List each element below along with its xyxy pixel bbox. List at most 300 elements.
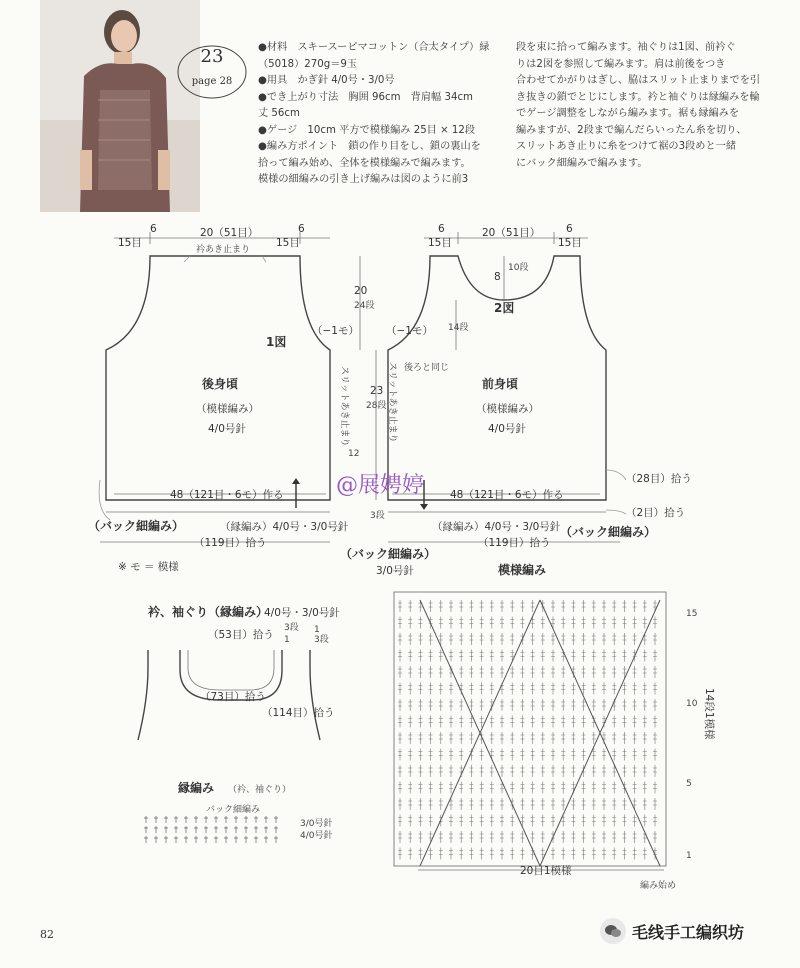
pattern-number: 23 xyxy=(200,46,224,67)
front-pick-28: （28目）拾う xyxy=(626,473,692,485)
chart-stitch xyxy=(418,633,422,645)
chart-stitch xyxy=(561,617,565,629)
center-armhole-rows: 24段 xyxy=(354,301,375,311)
spec-line: にバック細編みで編みます。 xyxy=(516,157,648,169)
chart-row-10: 10 xyxy=(686,699,698,709)
chart-stitch xyxy=(653,699,657,711)
chart-stitch xyxy=(612,732,616,744)
spec-line: ●ゲージ 10cm 平方で模様編み 25目 × 12段 xyxy=(258,124,476,136)
edging-stitch xyxy=(254,836,258,843)
chart-stitch xyxy=(622,699,626,711)
chart-stitch xyxy=(571,716,575,728)
chart-stitch xyxy=(459,600,463,612)
chart-stitch xyxy=(622,815,626,827)
chart-stitch xyxy=(531,633,535,645)
edging-stitch xyxy=(154,836,158,843)
chart-stitch xyxy=(592,650,596,662)
chart-stitch xyxy=(398,765,402,777)
edging-stitch xyxy=(214,816,218,823)
chart-stitch xyxy=(500,650,504,662)
front-top-left-st: 15目 xyxy=(428,237,452,249)
chart-stitch xyxy=(408,699,412,711)
chart-stitch xyxy=(592,683,596,695)
chart-stitch xyxy=(449,782,453,794)
chart-stitch xyxy=(429,749,433,761)
chart-stitch xyxy=(500,848,504,860)
chart-stitch xyxy=(571,831,575,843)
chart-stitch xyxy=(490,666,494,678)
chart-stitch xyxy=(551,666,555,678)
chart-stitch xyxy=(398,683,402,695)
chart-stitch xyxy=(612,617,616,629)
chart-stitch xyxy=(520,765,524,777)
brand-logo xyxy=(600,918,744,944)
chart-stitch xyxy=(622,831,626,843)
chart-row-1: 1 xyxy=(686,851,692,861)
spec-line: 編みますが、2段まで編んだらいったん糸を切り、 xyxy=(516,124,747,136)
back-dec-note: （−1モ） xyxy=(312,325,359,337)
chart-stitch xyxy=(643,666,647,678)
chart-stitch xyxy=(520,699,524,711)
chart-stitch xyxy=(633,600,637,612)
collar-rows-left: 3段 xyxy=(284,623,299,633)
edging-stitch xyxy=(194,816,198,823)
chart-row-15: 15 xyxy=(686,609,698,619)
chart-stitch xyxy=(439,831,443,843)
chart-stitch xyxy=(449,633,453,645)
chart-stitch xyxy=(469,600,473,612)
back-cast-on: 48（121目・6モ）作る xyxy=(170,489,284,501)
chart-stitch xyxy=(439,600,443,612)
collar-pick-53: （53目）拾う xyxy=(208,629,274,641)
chart-stitch xyxy=(418,848,422,860)
chart-stitch xyxy=(408,732,412,744)
chart-stitch xyxy=(592,617,596,629)
chart-stitch xyxy=(643,617,647,629)
chart-stitch xyxy=(398,831,402,843)
chart-stitch xyxy=(612,848,616,860)
chart-stitch xyxy=(622,617,626,629)
edging-stitch xyxy=(224,836,228,843)
chart-stitch xyxy=(469,699,473,711)
center-twelve: 12 xyxy=(348,449,360,459)
chart-stitch xyxy=(541,716,545,728)
chart-stitch xyxy=(592,848,596,860)
edging-stitch xyxy=(174,816,178,823)
chart-repeat-rows: 14段1模様 xyxy=(703,688,715,740)
chart-stitch xyxy=(418,765,422,777)
chart-stitch xyxy=(500,633,504,645)
chart-stitch xyxy=(633,732,637,744)
chart-stitch xyxy=(469,617,473,629)
chart-stitch xyxy=(449,699,453,711)
chart-stitch xyxy=(398,749,402,761)
chart-stitch xyxy=(520,617,524,629)
chart-stitch xyxy=(490,848,494,860)
chart-stitch xyxy=(541,798,545,810)
chart-stitch xyxy=(551,848,555,860)
edging-stitch xyxy=(264,836,268,843)
chart-stitch xyxy=(561,831,565,843)
edging-stitches xyxy=(144,816,278,843)
chart-stitch xyxy=(398,650,402,662)
back-top-right: 6 xyxy=(298,223,305,235)
collar-title: 衿、袖ぐり（縁編み） xyxy=(148,605,269,619)
chart-stitch xyxy=(541,765,545,777)
chart-stitch xyxy=(418,683,422,695)
chart-stitch xyxy=(408,848,412,860)
chart-stitch xyxy=(439,848,443,860)
edging-stitch xyxy=(274,836,278,843)
chart-stitch xyxy=(633,782,637,794)
chart-stitch xyxy=(612,831,616,843)
chart-stitch xyxy=(561,765,565,777)
chart-stitch xyxy=(541,650,545,662)
spec-line: りは2図を参照して編みます。肩は前後をつき xyxy=(516,58,726,70)
chart-stitch xyxy=(439,732,443,744)
chart-stitch xyxy=(582,815,586,827)
front-top-mid: 20（51目） xyxy=(482,227,541,239)
chart-stitch xyxy=(653,765,657,777)
edging-stitch xyxy=(154,816,158,823)
chart-stitch xyxy=(408,815,412,827)
chart-stitch xyxy=(480,666,484,678)
chart-stitch xyxy=(469,798,473,810)
chart-stitch xyxy=(429,699,433,711)
chart-stitch xyxy=(561,683,565,695)
chart-stitch xyxy=(510,732,514,744)
chart-stitch xyxy=(469,831,473,843)
chart-stitch xyxy=(602,798,606,810)
chart-stitch xyxy=(398,699,402,711)
chart-stitch xyxy=(643,650,647,662)
chart-stitch xyxy=(633,765,637,777)
chart-stitch xyxy=(571,600,575,612)
chart-stitch xyxy=(520,848,524,860)
chart-stitch xyxy=(510,633,514,645)
chart-stitch xyxy=(571,815,575,827)
chart-stitch xyxy=(439,699,443,711)
chart-stitch xyxy=(633,617,637,629)
chart-stitch xyxy=(602,666,606,678)
edging-stitch xyxy=(224,826,228,833)
chart-stitch xyxy=(449,831,453,843)
edging-row3: 3/0号針 xyxy=(300,819,333,829)
front-top-right: 6 xyxy=(566,223,573,235)
chart-stitch xyxy=(622,848,626,860)
chart-stitch xyxy=(592,732,596,744)
chart-stitch xyxy=(500,699,504,711)
front-armhole-rows: 14段 xyxy=(448,323,469,333)
chart-stitch xyxy=(520,749,524,761)
chart-stitch xyxy=(500,765,504,777)
chart-stitch xyxy=(633,716,637,728)
chart-row-5: 5 xyxy=(686,779,692,789)
chart-stitch xyxy=(520,600,524,612)
chart-stitch xyxy=(510,831,514,843)
chart-stitch xyxy=(418,699,422,711)
chart-stitch xyxy=(602,782,606,794)
chart-stitch xyxy=(571,798,575,810)
chart-stitch xyxy=(551,716,555,728)
chart-stitch xyxy=(520,782,524,794)
chart-stitch xyxy=(500,798,504,810)
chart-stitch xyxy=(551,600,555,612)
collar-rows-right: 3段 xyxy=(314,635,329,645)
hem-rows: 3段 xyxy=(370,511,385,521)
back-top-mid: 20（51目） xyxy=(200,227,259,239)
chart-stitch xyxy=(602,765,606,777)
chart-stitch xyxy=(520,798,524,810)
chart-stitch xyxy=(582,600,586,612)
chart-stitch xyxy=(449,765,453,777)
chart-stitch xyxy=(510,600,514,612)
chart-stitch xyxy=(429,848,433,860)
chart-stitch xyxy=(429,716,433,728)
chart-stitch xyxy=(653,831,657,843)
chart-stitch xyxy=(439,749,443,761)
chart-stitch xyxy=(582,732,586,744)
chart-stitch xyxy=(469,650,473,662)
chart-stitch xyxy=(459,749,463,761)
center-armhole: 20 xyxy=(354,285,368,297)
hem-edge: （バック細編み） xyxy=(340,547,437,561)
back-needle: 4/0号針 xyxy=(208,423,246,435)
chart-stitch xyxy=(643,683,647,695)
chart-stitch xyxy=(633,699,637,711)
chart-stitch xyxy=(633,633,637,645)
chart-stitch xyxy=(500,732,504,744)
edging-stitch xyxy=(204,816,208,823)
chart-stitch xyxy=(459,732,463,744)
chart-stitch xyxy=(418,650,422,662)
chart-stitch xyxy=(439,666,443,678)
edging-stitch xyxy=(234,826,238,833)
edging-stitch xyxy=(184,826,188,833)
chart-stitch xyxy=(653,749,657,761)
chart-stitch xyxy=(469,765,473,777)
chart-title: 模様編み xyxy=(498,563,547,577)
chart-stitch xyxy=(602,633,606,645)
chart-stitch xyxy=(541,617,545,629)
edging-stitch xyxy=(274,826,278,833)
chart-stitch xyxy=(520,683,524,695)
chart-stitch xyxy=(398,848,402,860)
chart-stitch xyxy=(510,617,514,629)
chart-repeat-sts: 20目1模様 xyxy=(520,865,572,877)
chart-stitch xyxy=(653,683,657,695)
chart-stitch xyxy=(592,600,596,612)
chart-stitch xyxy=(459,617,463,629)
collar-one-right: 1 xyxy=(314,625,320,635)
chart-stitch xyxy=(602,650,606,662)
chart-stitch xyxy=(449,732,453,744)
chart-stitch xyxy=(541,699,545,711)
chart-stitch xyxy=(561,732,565,744)
chart-stitch xyxy=(612,749,616,761)
chart-stitch xyxy=(449,848,453,860)
edging-stitch xyxy=(204,836,208,843)
chart-stitch xyxy=(643,732,647,744)
chart-stitch xyxy=(500,831,504,843)
back-piece xyxy=(88,223,359,549)
chart-stitch xyxy=(551,749,555,761)
edging-stitch xyxy=(264,816,268,823)
collar-diagram xyxy=(138,604,340,740)
chart-stitch xyxy=(520,831,524,843)
edging-stitch xyxy=(184,816,188,823)
back-edge-back: （バック細編み） xyxy=(88,519,185,533)
chart-stitch xyxy=(582,617,586,629)
edging-stitch xyxy=(244,816,248,823)
chart-stitch xyxy=(551,765,555,777)
chart-stitch xyxy=(418,782,422,794)
edging-stitch xyxy=(164,836,168,843)
chart-stitch xyxy=(480,798,484,810)
collar-pick-114: （114目）拾う xyxy=(262,707,335,719)
chart-stitch xyxy=(520,650,524,662)
chart-stitch xyxy=(633,831,637,843)
chart-stitch xyxy=(622,765,626,777)
chart-stitch xyxy=(561,798,565,810)
chart-stitch xyxy=(551,633,555,645)
chart-stitch xyxy=(571,749,575,761)
chart-stitch xyxy=(602,617,606,629)
chart-stitch xyxy=(398,633,402,645)
chart-stitch xyxy=(480,683,484,695)
chart-stitch xyxy=(500,782,504,794)
chart-stitch xyxy=(490,617,494,629)
chart-stitch xyxy=(541,831,545,843)
chart-stitch xyxy=(592,815,596,827)
logo-text: 毛线手工编织坊 xyxy=(632,922,745,942)
spec-line: 丈 56cm xyxy=(258,108,300,119)
spec-line: 合わせてかがりはぎし、脇はスリット止まりまでを引 xyxy=(516,75,761,86)
chart-stitch xyxy=(531,815,535,827)
chart-stitch xyxy=(592,765,596,777)
chart-stitch xyxy=(582,716,586,728)
chart-stitch xyxy=(429,650,433,662)
chart-stitch xyxy=(429,633,433,645)
chart-stitch xyxy=(500,600,504,612)
front-pick-2: （2目）拾う xyxy=(626,507,686,519)
chart-stitch xyxy=(582,666,586,678)
back-pick: （119目）拾う xyxy=(194,537,267,549)
edging-stitch xyxy=(144,816,148,823)
chart-stitch xyxy=(551,732,555,744)
chart-stitch xyxy=(398,716,402,728)
chart-stitch xyxy=(582,782,586,794)
chart-stitch xyxy=(602,749,606,761)
edging-stitch xyxy=(234,816,238,823)
chart-stitch xyxy=(500,815,504,827)
chart-stitch xyxy=(582,749,586,761)
chart-stitch xyxy=(531,716,535,728)
chart-stitch xyxy=(612,666,616,678)
center-body-rows: 28段 xyxy=(366,401,387,411)
chart-stitch xyxy=(490,765,494,777)
chart-stitch xyxy=(653,782,657,794)
back-top-left: 6 xyxy=(150,223,157,235)
chart-stitch xyxy=(633,798,637,810)
chart-stitch xyxy=(418,815,422,827)
back-fig-label: 1図 xyxy=(266,335,287,349)
chart-stitch xyxy=(459,815,463,827)
chart-stitch xyxy=(602,600,606,612)
chart-stitch xyxy=(398,732,402,744)
chart-stitch xyxy=(398,666,402,678)
chart-stitch xyxy=(500,749,504,761)
chart-stitch xyxy=(449,749,453,761)
spec-line: ●編み方ポイント 鎖の作り目をし、鎖の裏山を xyxy=(258,141,481,152)
chart-stitch xyxy=(561,600,565,612)
chart-stitch xyxy=(418,831,422,843)
chart-stitch xyxy=(633,749,637,761)
chart-stitch xyxy=(429,600,433,612)
chart-stitch xyxy=(398,798,402,810)
front-same-as-back: 後ろと同じ xyxy=(404,363,450,373)
chart-stitch xyxy=(582,848,586,860)
chart-stitch xyxy=(480,848,484,860)
chart-stitch xyxy=(398,600,402,612)
chart-stitch xyxy=(541,749,545,761)
chart-stitch xyxy=(633,683,637,695)
chart-stitch xyxy=(449,617,453,629)
chart-stitch xyxy=(408,831,412,843)
chart-stitch xyxy=(480,782,484,794)
chart-stitch xyxy=(408,782,412,794)
chart-stitch xyxy=(561,633,565,645)
chart-stitch xyxy=(490,683,494,695)
chart-stitch xyxy=(561,666,565,678)
chart-stitch xyxy=(612,683,616,695)
chart-stitch xyxy=(439,617,443,629)
chart-stitch xyxy=(571,848,575,860)
chart-stitch xyxy=(439,716,443,728)
chart-stitch xyxy=(592,666,596,678)
chart-stitch xyxy=(643,798,647,810)
chart-stitch xyxy=(571,617,575,629)
spec-line: き抜きの鎖でとじにします。衿と袖ぐりは縁編みを輪 xyxy=(516,91,760,103)
edging-stitch xyxy=(144,836,148,843)
chart-stitch xyxy=(571,699,575,711)
chart-stitch xyxy=(408,650,412,662)
chart-stitch xyxy=(612,815,616,827)
chart-stitch xyxy=(480,815,484,827)
chart-stitch xyxy=(551,699,555,711)
chart-stitch xyxy=(408,683,412,695)
chart-stitch xyxy=(429,798,433,810)
edging-stitch xyxy=(254,816,258,823)
edging-stitch xyxy=(154,826,158,833)
chart-stitch xyxy=(531,650,535,662)
edging-stitch xyxy=(174,836,178,843)
chart-stitch xyxy=(612,716,616,728)
chart-stitch xyxy=(531,782,535,794)
chart-stitch xyxy=(418,732,422,744)
chart-stitch xyxy=(469,633,473,645)
chart-stitch xyxy=(571,732,575,744)
front-sub: （模様編み） xyxy=(476,403,539,415)
chart-stitch xyxy=(541,666,545,678)
chart-stitch xyxy=(571,683,575,695)
chart-stitch xyxy=(469,732,473,744)
chart-stitch xyxy=(561,716,565,728)
chart-stitch xyxy=(612,650,616,662)
chart-stitch xyxy=(622,716,626,728)
chart-stitch xyxy=(480,617,484,629)
chart-stitch xyxy=(643,848,647,860)
